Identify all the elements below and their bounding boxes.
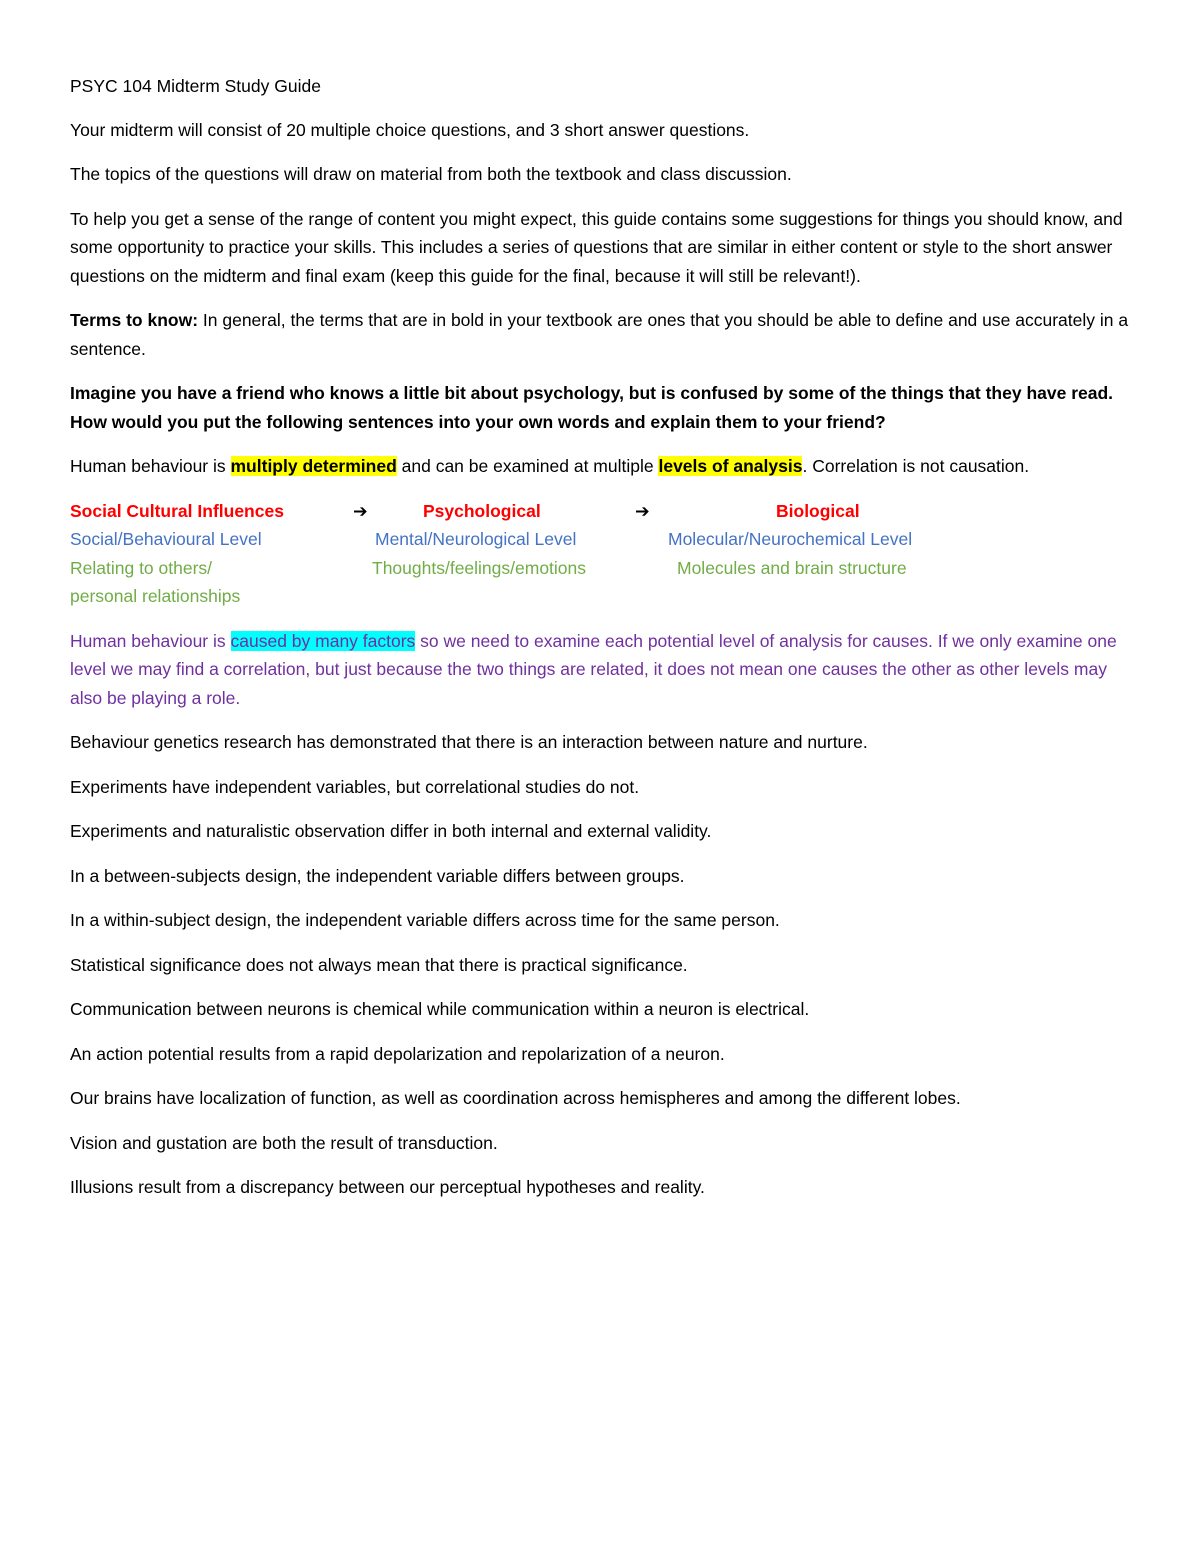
statement-item: Statistical significance does not always mean that there is practical significance. bbox=[70, 954, 688, 975]
highlight-levels-of-analysis: levels of analysis bbox=[658, 456, 803, 476]
statement-item: Our brains have localization of function, as well as coordination across hemispheres and among the different lobes. bbox=[70, 1088, 961, 1108]
statement-multiply-determined bbox=[70, 452, 1130, 481]
document-title: PSYC 104 Midterm Study Guide bbox=[70, 76, 321, 96]
level-social-behavioural: Social/Behavioural Level bbox=[70, 529, 262, 549]
levels-name-row bbox=[70, 525, 1130, 554]
statement1-part3: . Correlation is not causation. bbox=[802, 456, 1030, 476]
header-social-cultural: Social Cultural Influences bbox=[70, 500, 284, 521]
statement-item: In a within-subject design, the independent variable differs across time for the same person. bbox=[70, 910, 780, 930]
example-thoughts-feelings: Thoughts/feelings/emotions bbox=[372, 557, 587, 578]
level-molecular-neurochemical: Molecular/Neurochemical Level bbox=[668, 529, 913, 549]
explanation-part2: so we need to examine each potential level of analysis for causes. If we only examine one level we may find a correlation, but just because the two things are related, it does not mean one causes the other as other levels may also be playing a role. bbox=[70, 630, 1117, 708]
explanation-part1: Human behaviour is bbox=[70, 630, 231, 651]
statement1-part1: Human behaviour is bbox=[70, 456, 231, 476]
intro-paragraph-2: The topics of the questions will draw on material from both the textbook and class discussion. bbox=[70, 164, 792, 184]
header-biological: Biological bbox=[776, 500, 860, 521]
example-relating-to-others: Relating to others/ bbox=[70, 557, 213, 578]
statement1-part2: and can be examined at multiple bbox=[396, 456, 659, 476]
statement-item: Experiments have independent variables, but correlational studies do not. bbox=[70, 776, 640, 797]
example-personal-relationships: personal relationships bbox=[70, 586, 241, 606]
terms-text: In general, the terms that are in bold in your textbook are ones that you should be able to define and use accurately in a sentence. bbox=[70, 310, 1129, 359]
explanation-paragraph bbox=[70, 627, 1130, 713]
header-psychological: Psychological bbox=[423, 500, 541, 521]
levels-of-analysis-table bbox=[70, 497, 1130, 611]
statement-item: An action potential results from a rapid depolarization and repolarization of a neuron. bbox=[70, 1043, 725, 1064]
statement-item: Experiments and naturalistic observation differ in both internal and external validity. bbox=[70, 821, 712, 841]
terms-label: Terms to know: bbox=[70, 310, 199, 330]
example-molecules-brain: Molecules and brain structure bbox=[677, 557, 907, 578]
statement-item: Communication between neurons is chemical while communication within a neuron is electrical. bbox=[70, 999, 810, 1019]
levels-header-row bbox=[70, 497, 1130, 526]
highlight-multiply-determined: multiply determined bbox=[230, 456, 397, 476]
levels-example-row-cont bbox=[70, 582, 1130, 611]
right-arrow-icon: ➔ bbox=[635, 500, 650, 521]
statement-item: Behaviour genetics research has demonstrated that there is an interaction between nature and nurture. bbox=[70, 732, 868, 752]
terms-paragraph bbox=[70, 306, 1130, 363]
statement-item: In a between-subjects design, the independent variable differs between groups. bbox=[70, 865, 685, 886]
document-page bbox=[70, 72, 1130, 1218]
statement-item: Vision and gustation are both the result of transduction. bbox=[70, 1132, 498, 1153]
statement-item: Illusions result from a discrepancy between our perceptual hypotheses and reality. bbox=[70, 1177, 705, 1197]
levels-example-row bbox=[70, 554, 1130, 583]
intro-paragraph-3: To help you get a sense of the range of content you might expect, this guide contains some suggestions for things you should know, and some opportunity to practice your skills. This includes a series of questions that are similar in either content or style to the short answer questions on the midterm and final exam (keep this guide for the final, because it will still be relevant!). bbox=[70, 208, 1123, 286]
intro-paragraph-1: Your midterm will consist of 20 multiple choice questions, and 3 short answer questions. bbox=[70, 119, 750, 140]
level-mental-neurological: Mental/Neurological Level bbox=[375, 529, 577, 549]
imagine-prompt: Imagine you have a friend who knows a little bit about psychology, but is confused by some of the things that they have read. How would you put the following sentences into your own words and explain them to your friend? bbox=[70, 383, 1114, 432]
highlight-caused-by-many-factors: caused by many factors bbox=[230, 630, 416, 651]
right-arrow-icon: ➔ bbox=[353, 500, 368, 521]
